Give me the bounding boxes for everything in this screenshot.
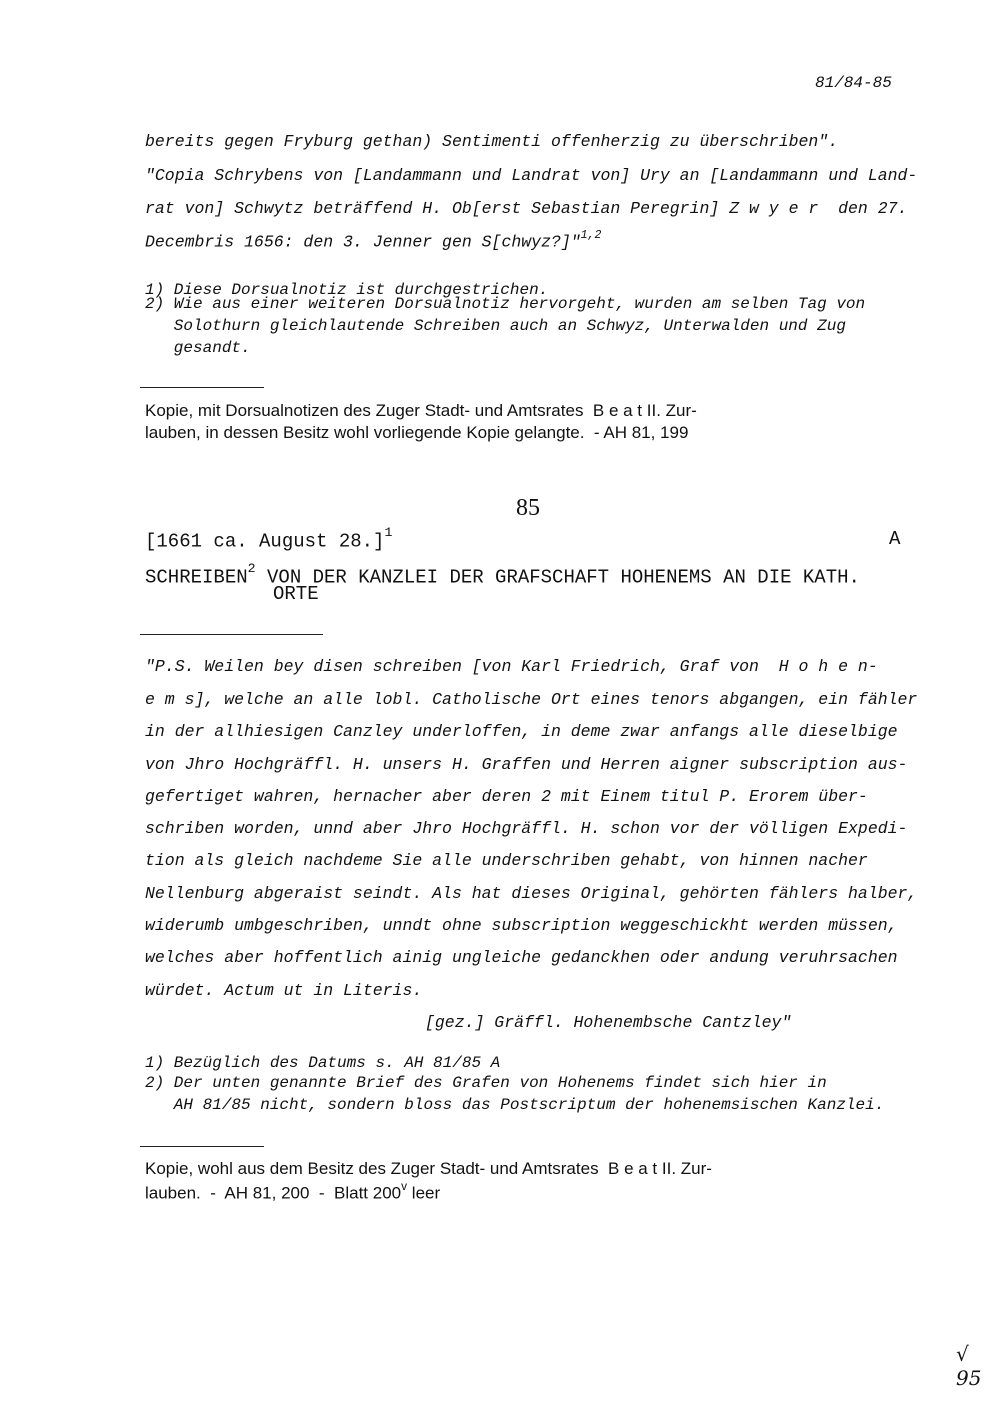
document-title <box>145 561 860 589</box>
divider <box>140 1146 264 1147</box>
text-line: gefertiget wahren, hernacher aber deren 2 mit Einem titul P. Erorem über- <box>145 787 868 806</box>
footnote: 2) Wie aus einer weiteren Dorsualnotiz hervorgeht, wurden am selben Tag von <box>145 295 866 313</box>
text-line: würdet. Actum ut in Literis. <box>145 981 423 1000</box>
text-line <box>145 228 602 252</box>
text-line: "P.S. Weilen bey disen schreiben [von Karl Friedrich, Graf von H o h e n- <box>145 657 878 676</box>
source-note: Kopie, mit Dorsualnotizen des Zuger Stadt- und Amtsrates B e a t II. Zur- <box>145 401 697 420</box>
text-content: Decembris 1656: den 3. Jenner gen S[chwyz?]" <box>145 232 581 252</box>
footnote: 1) Diese Dorsualnotiz ist durchgestrichen. <box>145 281 549 299</box>
footnote: 2) Der unten genannte Brief des Grafen von Hohenems findet sich hier in <box>145 1074 827 1092</box>
text-line: welches aber hoffentlich ainig ungleiche gedanckhen oder andung veruhrsachen <box>145 948 898 967</box>
superscript: v <box>401 1178 408 1193</box>
document-letter: A <box>889 528 901 550</box>
footnote: AH 81/85 nicht, sondern bloss das Postscriptum der hohenemsischen Kanzlei. <box>145 1096 885 1114</box>
date-text: [1661 ca. August 28.] <box>145 530 385 553</box>
handwritten-mark: √ 95 <box>956 1342 982 1390</box>
footnote-ref: 1 <box>384 525 393 541</box>
source-text: lauben. - AH 81, 200 - Blatt 200 <box>145 1183 402 1203</box>
text-line: e m s], welche an alle lobl. Catholische Ort eines tenors abgangen, ein fähler <box>145 690 918 709</box>
source-text: leer <box>407 1183 441 1203</box>
page-reference: 81/84-85 <box>815 74 892 92</box>
divider <box>140 387 264 388</box>
title-text: SCHREIBEN <box>145 566 248 589</box>
footnote-ref: 2 <box>247 561 256 577</box>
text-line: bereits gegen Fryburg gethan) Sentimenti offenherzig zu überschriben". <box>145 132 839 151</box>
document-title-cont: ORTE <box>273 583 319 605</box>
divider <box>140 634 323 635</box>
text-line: von Jhro Hochgräffl. H. unsers H. Graffen und Herren aigner subscription aus- <box>145 755 908 774</box>
document-date <box>145 525 393 553</box>
source-note: lauben, in dessen Besitz wohl vorliegende Kopie gelangte. - AH 81, 199 <box>145 423 689 442</box>
text-line: schriben worden, unnd aber Jhro Hochgräffl. H. schon vor der völligen Expedi- <box>145 819 908 838</box>
footnote: Solothurn gleichlautende Schreiben auch an Schwyz, Unterwalden und Zug <box>145 317 846 335</box>
text-line: tion als gleich nachdeme Sie alle underschriben gehabt, von hinnen nacher <box>145 851 868 870</box>
document-number: 85 <box>516 495 540 521</box>
signature: [gez.] Gräffl. Hohenembsche Cantzley" <box>425 1013 792 1032</box>
source-note: Kopie, wohl aus dem Besitz des Zuger Stadt- und Amtsrates B e a t II. Zur- <box>145 1159 712 1178</box>
source-note <box>145 1178 441 1204</box>
title-text: VON DER KANZLEI DER GRAFSCHAFT HOHENEMS AN DIE KATH. <box>255 566 860 589</box>
footnote: 1) Bezüglich des Datums s. AH 81/85 A <box>145 1054 501 1072</box>
text-line: in der allhiesigen Canzley underloffen, in deme zwar anfangs alle dieselbige <box>145 722 898 741</box>
footnote: gesandt. <box>145 339 251 357</box>
text-line: Nellenburg abgeraist seindt. Als hat dieses Original, gehörten fählers halber, <box>145 884 918 903</box>
text-line: "Copia Schrybens von [Landammann und Landrat von] Ury an [Landammann und Land- <box>145 166 918 185</box>
text-line: widerumb umbgeschriben, unndt ohne subscription weggeschickht werden müssen, <box>145 916 898 935</box>
footnote-ref: 1,2 <box>580 228 602 242</box>
text-line: rat von] Schwytz beträffend H. Ob[erst Sebastian Peregrin] Z w y e r den 27. <box>145 199 908 218</box>
